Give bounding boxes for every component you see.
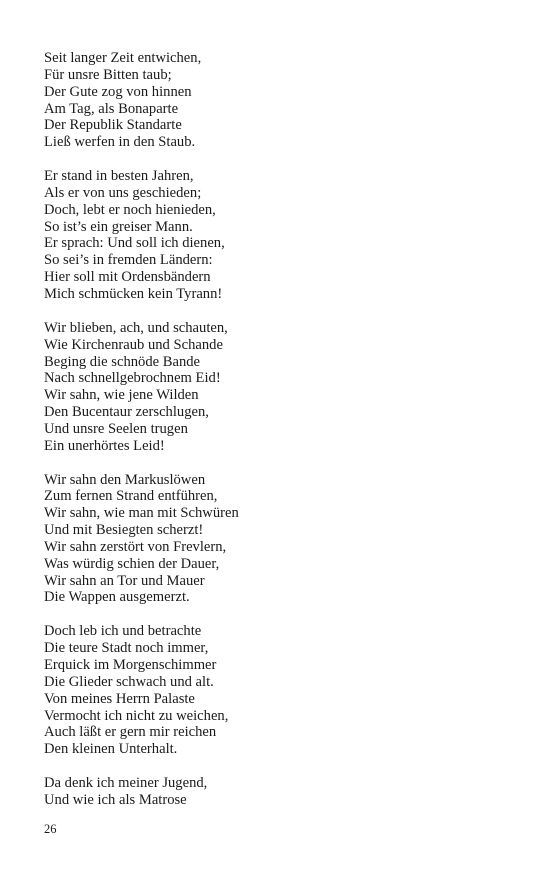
poem-line: Er sprach: Und soll ich dienen, — [44, 235, 225, 252]
poem-line: So sei’s in fremden Ländern: — [44, 252, 213, 269]
poem-line: Und unsre Seelen trugen — [44, 420, 188, 437]
stanza — [44, 50, 524, 151]
page-number: 26 — [44, 822, 57, 836]
poem-line: Beging die schnöde Bande — [44, 353, 201, 370]
poem-line: Wir sahn, wie jene Wilden — [44, 387, 199, 404]
stanza — [44, 472, 524, 607]
poem-line: Zum fernen Strand entführen, — [44, 488, 218, 505]
poem-line: Erquick im Morgenschimmer — [44, 657, 217, 673]
poem-line: Doch, lebt er noch hienieden, — [44, 201, 216, 218]
poem-line: Wir blieben, ach, und schauten, — [44, 319, 228, 336]
poem-line: Wir sahn, wie man mit Schwüren — [44, 505, 239, 522]
poem-line: Und wie ich als Matrose — [44, 791, 187, 808]
poem-line: Auch läßt er gern mir reichen — [44, 724, 217, 741]
poem-line: Als er von uns geschieden; — [44, 184, 202, 201]
poem-line: So ist’s ein greiser Mann. — [44, 218, 193, 235]
poem-text — [44, 50, 524, 826]
poem-line: Vermocht ich nicht zu weichen, — [44, 707, 229, 724]
stanza — [44, 775, 524, 809]
poem-line: Von meines Herrn Palaste — [44, 690, 195, 707]
stanza — [44, 320, 524, 455]
poem-line: Wir sahn zerstört von Frevlern, — [44, 538, 227, 555]
poem-line: Die Glieder schwach und alt. — [44, 673, 214, 690]
poem-line: Doch leb ich und betrachte — [44, 623, 202, 640]
poem-line: Hier soll mit Ordensbändern — [44, 269, 211, 286]
poem-line: Der Gute zog von hinnen — [44, 83, 192, 100]
poem-line: Seit langer Zeit entwichen, — [44, 50, 202, 66]
poem-line: Und mit Besiegten scherzt! — [44, 522, 204, 539]
poem-line: Für unsre Bitten taub; — [44, 66, 172, 83]
poem-line: Den kleinen Unterhalt. — [44, 741, 178, 758]
stanza — [44, 623, 524, 758]
poem-line: Am Tag, als Bonaparte — [44, 100, 179, 117]
poem-line: Die teure Stadt noch immer, — [44, 640, 209, 657]
poem-line: Wie Kirchenraub und Schande — [44, 336, 223, 353]
poem-line: Den Bucentaur zerschlugen, — [44, 404, 209, 421]
poem-line: Wir sahn an Tor und Mauer — [44, 572, 205, 589]
poem-line: Mich schmücken kein Tyrann! — [44, 285, 223, 302]
poem-line: Ließ werfen in den Staub. — [44, 134, 196, 151]
poem-line: Er stand in besten Jahren, — [44, 168, 194, 185]
poem-line: Der Republik Standarte — [44, 117, 182, 134]
stanza — [44, 168, 524, 303]
poem-line: Wir sahn den Markuslöwen — [44, 471, 206, 488]
poem-line: Ein unerhörtes Leid! — [44, 437, 165, 454]
poem-line: Nach schnellgebrochnem Eid! — [44, 370, 221, 387]
poem-line: Da denk ich meiner Jugend, — [44, 775, 208, 792]
poem-line: Die Wappen ausgemerzt. — [44, 589, 190, 606]
poem-line: Was würdig schien der Dauer, — [44, 555, 220, 572]
